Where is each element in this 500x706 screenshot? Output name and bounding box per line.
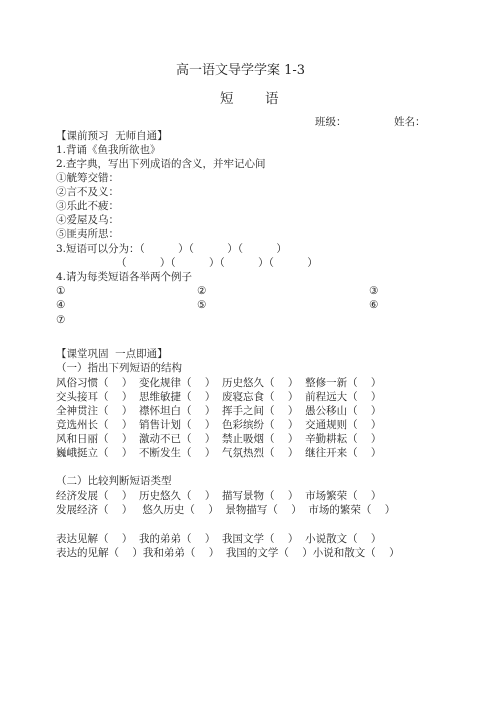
example-blank: ① [56, 285, 66, 297]
structure-row: 风俗习惯（ ） 变化规律（ ） 历史悠久（ ） 整修一新（ ） [56, 377, 382, 389]
question-1: 1.背诵《鱼我所欲也》 [56, 144, 161, 156]
question-4: 4.请为每类短语各举两个例子 [56, 271, 193, 283]
preview-heading: 【课前预习 无师自通】 [56, 130, 168, 142]
worksheet-title: 高一语文导学学案 1-3 [176, 63, 306, 78]
compare-row: 表达的见解（ ）我和弟弟（ ） 我国的文学（ ）小说和散文（ ） [56, 547, 400, 559]
example-blank: ⑥ [369, 299, 379, 311]
idiom-item: ①觥筹交错： [56, 172, 119, 184]
compare-row: 表达见解（ ） 我的弟弟（ ） 我国文学（ ） 小说散文（ ） [56, 533, 382, 545]
structure-row: 风和日丽（ ） 激动不已（ ） 禁止吸烟（ ） 辛勤耕耘（ ） [56, 433, 382, 445]
question-3-continued: （ ）（ ）（ ）（ ） [116, 257, 318, 269]
part-1-heading: （一）指出下列短语的结构 [56, 362, 182, 374]
class-label: 班级： [315, 116, 347, 128]
consolidate-heading: 【课堂巩固 一点即通】 [56, 348, 168, 360]
worksheet-subtitle-char-2: 语 [265, 91, 279, 107]
idiom-item: ②言不及义： [56, 186, 119, 198]
part-2-heading: （二）比较判断短语类型 [56, 475, 172, 487]
example-blank: ③ [369, 285, 379, 297]
worksheet-subtitle-char-1: 短 [220, 91, 234, 107]
example-blank: ② [197, 285, 207, 297]
idiom-item: ③乐此不疲： [56, 200, 119, 212]
structure-row: 全神贯注（ ） 襟怀坦白（ ） 挥手之间（ ） 愚公移山（ ） [56, 405, 382, 417]
question-3: 3.短语可以分为：（ ）（ ）（ ） [56, 243, 287, 255]
compare-row: 发展经济（ ） 悠久历史（ ） 景物描写（ ） 市场的繁荣（ ） [56, 504, 396, 516]
idiom-item: ④爱屋及乌： [56, 214, 119, 226]
structure-row: 交头接耳（ ） 思维敏捷（ ） 废寝忘食（ ） 前程远大（ ） [56, 391, 382, 403]
example-blank: ④ [56, 299, 66, 311]
example-blank: ⑦ [56, 314, 66, 326]
example-blank: ⑤ [197, 299, 207, 311]
structure-row: 竞选州长（ ） 销售计划（ ） 色彩缤纷（ ） 交通规则（ ） [56, 419, 382, 431]
idiom-item: ⑤匪夷所思： [56, 228, 119, 240]
question-2: 2.查字典，写出下列成语的含义，并牢记心间 [56, 158, 266, 170]
compare-row: 经济发展（ ） 历史悠久（ ） 描写景物（ ） 市场繁荣（ ） [56, 490, 382, 502]
structure-row: 巍峨挺立（ ） 不断发生（ ） 气氛热烈（ ） 继往开来（ ） [56, 447, 382, 459]
name-label: 姓名： [394, 116, 426, 128]
